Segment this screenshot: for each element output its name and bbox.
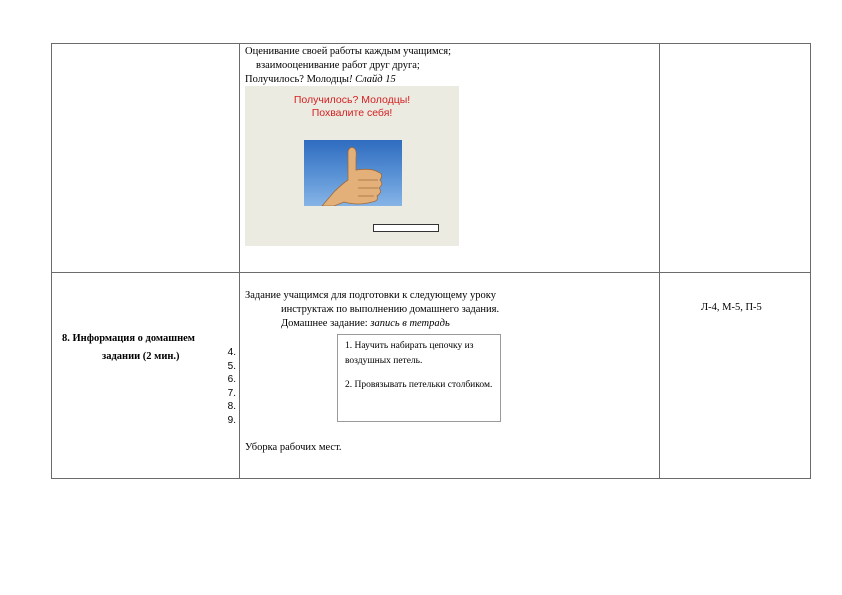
assessment-line-3-text: Получилось? Молодцы	[245, 74, 349, 85]
homework-item-1: 1. Научить набирать цепочку из воздушных петель.	[345, 341, 474, 366]
table-left-border	[51, 43, 52, 479]
slide-15-image	[245, 86, 459, 246]
homework-note: запись в тетрадь	[370, 318, 450, 329]
task-line-1: Задание учащимся для подготовки к следующему уроку	[245, 290, 497, 301]
task-line-3	[281, 317, 450, 330]
numbered-list	[220, 346, 236, 427]
homework-label: Домашнее задание:	[281, 318, 371, 329]
task-line-2: инструктаж по выполнению домашнего задания.	[281, 304, 500, 315]
homework-box	[337, 334, 501, 422]
thumbs-up-photo-icon	[304, 140, 402, 206]
results-text: Л-4, М-5, П-5	[701, 302, 762, 313]
slide-title-line-2: Похвалите себя!	[311, 107, 393, 119]
assessment-line-3	[245, 73, 396, 86]
slide-title-line-1: Получилось? Молодцы!	[293, 94, 411, 106]
column-divider-1	[239, 43, 240, 479]
cleanup-text: Уборка рабочих мест.	[245, 442, 342, 453]
homework-item-2: 2. Провязывать петельки столбиком.	[345, 380, 493, 390]
stage-title-line-1: 8. Информация о домашнем	[62, 333, 195, 344]
row-divider	[51, 272, 811, 273]
slide-reference: ! Слайд 15	[348, 74, 396, 85]
list-number: 8.	[227, 401, 236, 412]
table-right-border	[810, 43, 811, 479]
list-number: 7.	[227, 387, 236, 399]
list-number: 9.	[227, 414, 236, 426]
assessment-line-1: Оценивание своей работы каждым учащимся;	[245, 46, 452, 57]
assessment-line-2: взаимооценивание работ друг друга;	[256, 60, 420, 71]
column-divider-2	[659, 43, 660, 479]
table-bottom-border	[51, 478, 811, 479]
list-number: 5.	[227, 360, 236, 372]
list-number: 4.	[227, 347, 236, 358]
table-top-border	[51, 43, 811, 44]
slide-progress-bar	[373, 224, 439, 232]
stage-title-line-2: задании (2 мин.)	[102, 351, 180, 362]
list-number: 6.	[227, 374, 236, 385]
